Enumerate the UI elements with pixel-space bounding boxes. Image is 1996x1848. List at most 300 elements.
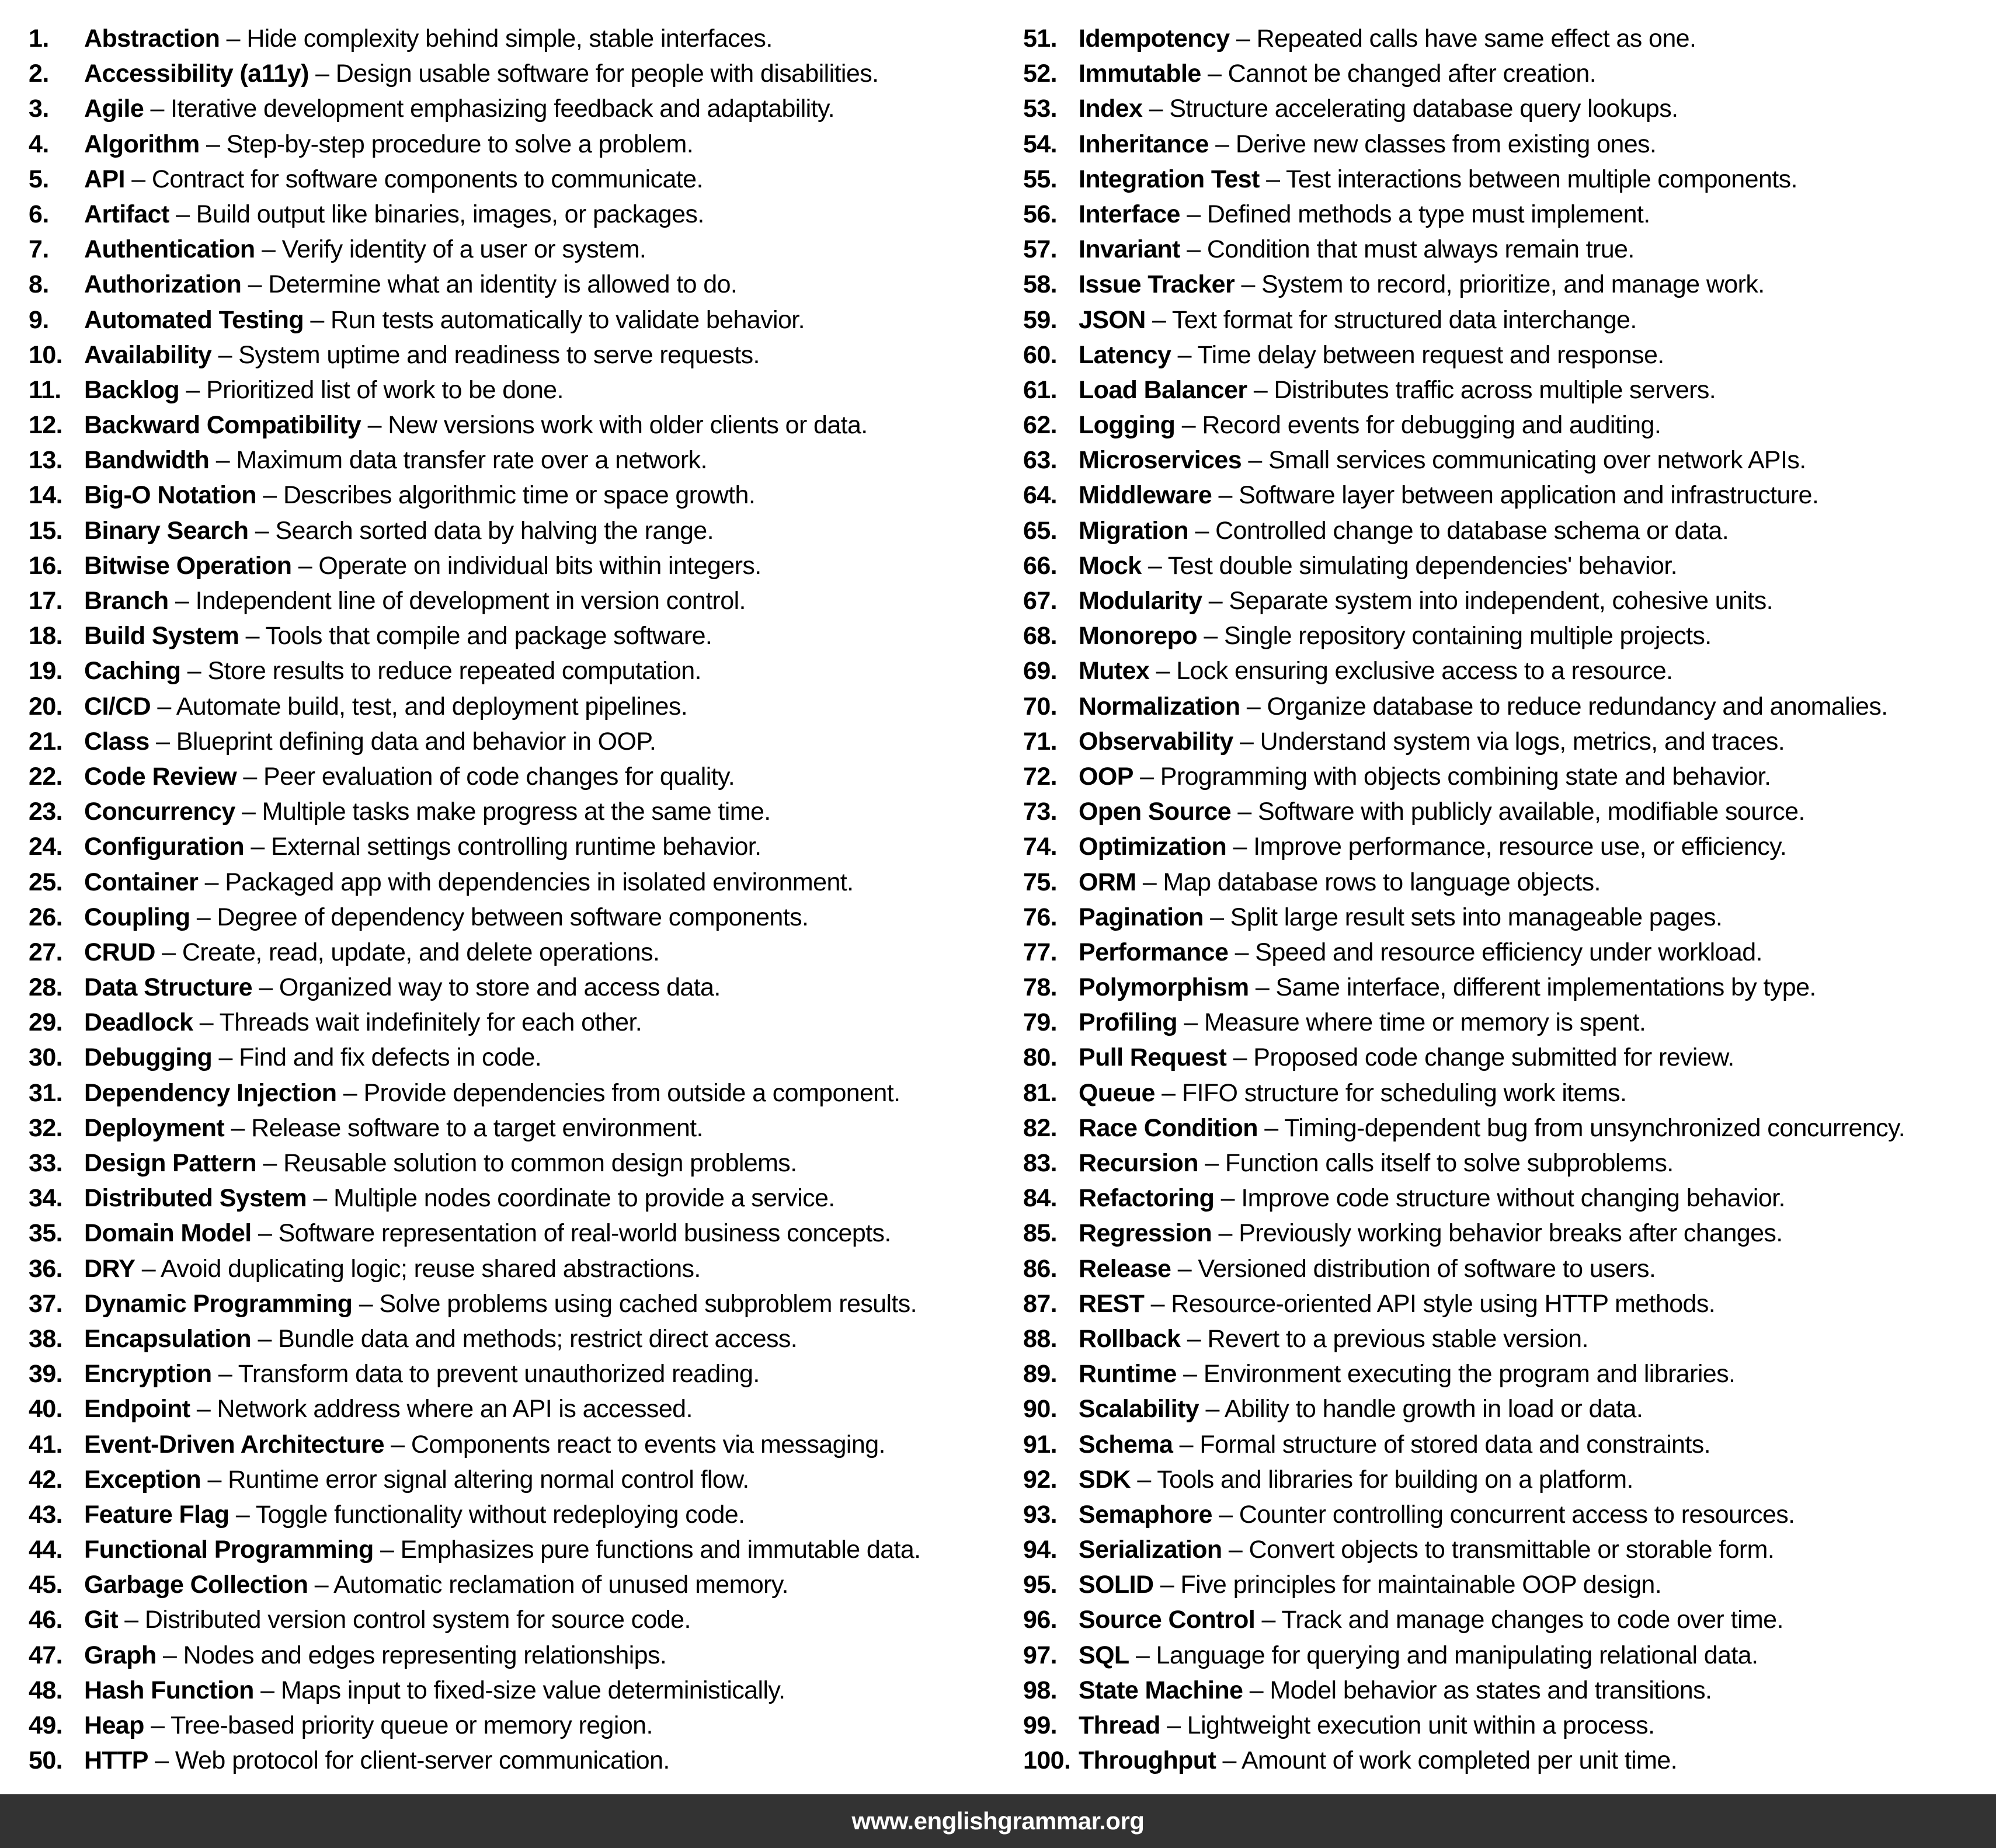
- list-item: [29, 1181, 998, 1216]
- list-item: [29, 689, 998, 724]
- list-item: [29, 1251, 998, 1286]
- list-item: [29, 724, 998, 759]
- item-number: 27.: [29, 938, 62, 966]
- item-term: OOP: [1079, 762, 1133, 791]
- item-term: Functional Programming: [84, 1536, 374, 1564]
- item-number: 24.: [29, 833, 62, 861]
- item-number: 56.: [1023, 200, 1057, 228]
- item-term: CRUD: [84, 938, 155, 966]
- item-term: Performance: [1079, 938, 1229, 966]
- list-item: [1023, 1321, 1996, 1356]
- item-term: Issue Tracker: [1079, 270, 1235, 299]
- list-item: [29, 1286, 998, 1321]
- item-term: Concurrency: [84, 798, 235, 826]
- item-definition: – Time delay between request and response.: [1171, 340, 1664, 369]
- item-term: REST: [1079, 1289, 1145, 1318]
- item-number: 59.: [1023, 305, 1057, 334]
- item-number: 71.: [1023, 727, 1057, 756]
- item-number: 96.: [1023, 1606, 1057, 1634]
- list-item: [1023, 1076, 1996, 1111]
- item-number: 40.: [29, 1395, 62, 1424]
- list-item: [1023, 724, 1996, 759]
- item-number: 3.: [29, 95, 49, 123]
- item-term: Source Control: [1079, 1606, 1256, 1634]
- item-definition: – Create, read, update, and delete operations.: [155, 938, 660, 966]
- list-item: [29, 513, 998, 548]
- item-number: 82.: [1023, 1113, 1057, 1142]
- item-number: 58.: [1023, 270, 1057, 299]
- item-term: Schema: [1079, 1430, 1173, 1459]
- item-term: Queue: [1079, 1078, 1155, 1107]
- item-number: 94.: [1023, 1536, 1057, 1564]
- list-item: [29, 970, 998, 1005]
- item-definition: – Separate system into independent, cohesive units.: [1202, 587, 1773, 615]
- list-item: [1023, 1251, 1996, 1286]
- item-term: Authentication: [84, 235, 255, 264]
- item-number: 49.: [29, 1711, 62, 1739]
- item-term: Bitwise Operation: [84, 551, 292, 580]
- item-number: 19.: [29, 657, 62, 685]
- list-item: [1023, 302, 1996, 337]
- item-definition: – Small services communicating over network APIs.: [1242, 446, 1806, 475]
- item-term: Event-Driven Architecture: [84, 1430, 384, 1459]
- item-term: Pagination: [1079, 903, 1204, 931]
- item-definition: – Ability to handle growth in load or data.: [1199, 1395, 1643, 1424]
- item-definition: – Defined methods a type must implement.: [1180, 200, 1650, 228]
- item-definition: – Versioned distribution of software to users.: [1171, 1254, 1656, 1283]
- item-term: API: [84, 165, 125, 193]
- item-definition: – Network address where an API is accessed.: [190, 1395, 693, 1424]
- item-number: 39.: [29, 1360, 62, 1388]
- item-term: Open Source: [1079, 798, 1232, 826]
- item-number: 45.: [29, 1571, 62, 1599]
- item-definition: – Run tests automatically to validate behavior.: [304, 305, 805, 334]
- item-definition: – Condition that must always remain true.: [1180, 235, 1635, 264]
- item-definition: – Revert to a previous stable version.: [1180, 1324, 1588, 1353]
- item-number: 47.: [29, 1641, 62, 1669]
- item-number: 98.: [1023, 1676, 1057, 1704]
- list-item: [29, 373, 998, 408]
- item-definition: – Distributed version control system for source code.: [117, 1606, 691, 1634]
- item-number: 68.: [1023, 622, 1057, 650]
- list-item: [29, 91, 998, 126]
- item-term: Thread: [1079, 1711, 1160, 1739]
- item-definition: – Reusable solution to common design problems.: [256, 1149, 797, 1177]
- list-item: [1023, 478, 1996, 513]
- item-term: Refactoring: [1079, 1184, 1215, 1213]
- list-item: [1023, 689, 1996, 724]
- item-definition: – Runtime error signal altering normal control flow.: [201, 1465, 749, 1494]
- list-item: [29, 1040, 998, 1075]
- item-number: 14.: [29, 481, 62, 510]
- item-definition: – External settings controlling runtime behavior.: [244, 833, 761, 861]
- list-item: [29, 900, 998, 935]
- item-definition: – Degree of dependency between software components.: [190, 903, 809, 931]
- item-definition: – Operate on individual bits within integers.: [291, 551, 761, 580]
- list-item: [1023, 548, 1996, 583]
- item-number: 29.: [29, 1008, 62, 1037]
- item-definition: – Previously working behavior breaks after changes.: [1212, 1219, 1783, 1248]
- item-number: 57.: [1023, 235, 1057, 264]
- glossary-column-right: [998, 21, 1996, 1778]
- item-term: Runtime: [1079, 1360, 1177, 1388]
- item-definition: – FIFO structure for scheduling work items.: [1155, 1078, 1627, 1107]
- item-term: Race Condition: [1079, 1113, 1258, 1142]
- list-item: [1023, 1567, 1996, 1602]
- list-item: [29, 232, 998, 267]
- item-term: Design Pattern: [84, 1149, 257, 1177]
- list-item: [1023, 653, 1996, 688]
- item-term: Domain Model: [84, 1219, 252, 1248]
- list-item: [29, 1005, 998, 1040]
- list-item: [1023, 1181, 1996, 1216]
- item-definition: – Split large result sets into manageable pages.: [1203, 903, 1723, 931]
- item-definition: – Store results to reduce repeated computation.: [180, 657, 701, 685]
- item-number: 74.: [1023, 833, 1057, 861]
- item-term: Rollback: [1079, 1324, 1181, 1353]
- item-term: Graph: [84, 1641, 157, 1669]
- item-term: Inheritance: [1079, 130, 1209, 158]
- item-number: 60.: [1023, 340, 1057, 369]
- item-number: 75.: [1023, 868, 1057, 896]
- list-item: [1023, 829, 1996, 864]
- item-definition: – Environment executing the program and libraries.: [1176, 1360, 1736, 1388]
- item-term: Bandwidth: [84, 446, 210, 475]
- list-item: [29, 337, 998, 373]
- item-number: 52.: [1023, 60, 1057, 88]
- list-item: [29, 865, 998, 900]
- item-term: Pull Request: [1079, 1043, 1227, 1072]
- item-definition: – Packaged app with dependencies in isolated environment.: [198, 868, 854, 896]
- list-item: [29, 1111, 998, 1146]
- item-definition: – Verify identity of a user or system.: [255, 235, 646, 264]
- item-term: Serialization: [1079, 1536, 1222, 1564]
- item-number: 81.: [1023, 1078, 1057, 1107]
- item-number: 30.: [29, 1043, 62, 1072]
- list-item: [29, 1076, 998, 1111]
- list-item: [1023, 21, 1996, 56]
- list-item: [29, 935, 998, 970]
- item-definition: – Organized way to store and access data.: [252, 973, 721, 1002]
- item-term: Regression: [1079, 1219, 1212, 1248]
- item-definition: – Maximum data transfer rate over a network.: [209, 446, 707, 475]
- item-number: 25.: [29, 868, 62, 896]
- list-item: [1023, 337, 1996, 373]
- item-term: Git: [84, 1606, 118, 1634]
- list-item: [29, 302, 998, 337]
- item-number: 78.: [1023, 973, 1057, 1002]
- item-number: 66.: [1023, 551, 1057, 580]
- list-item: [29, 162, 998, 197]
- item-term: Accessibility (a11y): [84, 60, 309, 88]
- list-item: [29, 1391, 998, 1426]
- item-definition: – Cannot be changed after creation.: [1201, 60, 1597, 88]
- item-definition: – Software representation of real-world business concepts.: [251, 1219, 891, 1248]
- item-term: Garbage Collection: [84, 1571, 308, 1599]
- item-term: DRY: [84, 1254, 135, 1283]
- item-definition: – Language for querying and manipulating relational data.: [1129, 1641, 1758, 1669]
- item-definition: – Proposed code change submitted for review.: [1226, 1043, 1734, 1072]
- item-definition: – Speed and resource efficiency under workload.: [1228, 938, 1762, 966]
- list-item: [1023, 900, 1996, 935]
- item-number: 79.: [1023, 1008, 1057, 1037]
- list-item: [29, 408, 998, 443]
- item-term: Modularity: [1079, 587, 1202, 615]
- item-definition: – Toggle functionality without redeploying code.: [229, 1500, 745, 1529]
- item-term: Backward Compatibility: [84, 411, 361, 440]
- item-number: 43.: [29, 1500, 62, 1529]
- list-item: [29, 548, 998, 583]
- item-term: Coupling: [84, 903, 190, 931]
- item-number: 42.: [29, 1465, 62, 1494]
- item-number: 83.: [1023, 1149, 1057, 1177]
- item-number: 4.: [29, 130, 49, 158]
- item-term: ORM: [1079, 868, 1136, 896]
- item-term: Scalability: [1079, 1395, 1199, 1424]
- item-number: 62.: [1023, 411, 1057, 440]
- list-item: [29, 1638, 998, 1673]
- item-definition: – Formal structure of stored data and constraints.: [1173, 1430, 1710, 1459]
- item-definition: – Peer evaluation of code changes for quality.: [237, 762, 735, 791]
- item-term: Middleware: [1079, 481, 1212, 510]
- item-number: 18.: [29, 622, 62, 650]
- list-item: [1023, 162, 1996, 197]
- item-term: Index: [1079, 95, 1143, 123]
- item-number: 53.: [1023, 95, 1057, 123]
- item-definition: – Determine what an identity is allowed to do.: [241, 270, 738, 299]
- list-item: [29, 759, 998, 794]
- item-definition: – Contract for software components to communicate.: [124, 165, 703, 193]
- item-definition: – Map database rows to language objects.: [1136, 868, 1601, 896]
- list-item: [1023, 1111, 1996, 1146]
- list-item: [1023, 56, 1996, 91]
- item-term: Monorepo: [1079, 622, 1197, 650]
- item-definition: – Counter controlling concurrent access to resources.: [1212, 1500, 1795, 1529]
- item-term: Migration: [1079, 516, 1189, 545]
- item-number: 91.: [1023, 1430, 1057, 1459]
- list-item: [29, 478, 998, 513]
- item-term: Automated Testing: [84, 305, 304, 334]
- item-definition: – Transform data to prevent unauthorized reading.: [211, 1360, 760, 1388]
- item-number: 7.: [29, 235, 49, 264]
- item-term: Backlog: [84, 375, 180, 404]
- item-number: 28.: [29, 973, 62, 1002]
- list-item: [1023, 1497, 1996, 1532]
- item-definition: – Programming with objects combining state and behavior.: [1133, 762, 1771, 791]
- item-term: Mutex: [1079, 657, 1150, 685]
- item-definition: – Search sorted data by halving the range.: [248, 516, 714, 545]
- item-number: 86.: [1023, 1254, 1057, 1283]
- list-item: [1023, 267, 1996, 302]
- item-number: 16.: [29, 551, 62, 580]
- list-item: [29, 127, 998, 162]
- item-definition: – Automatic reclamation of unused memory.: [308, 1571, 788, 1599]
- list-item: [1023, 1743, 1996, 1778]
- list-item: [29, 267, 998, 302]
- item-term: SOLID: [1079, 1571, 1154, 1599]
- item-number: 67.: [1023, 587, 1057, 615]
- item-number: 70.: [1023, 692, 1057, 721]
- item-number: 54.: [1023, 130, 1057, 158]
- item-number: 26.: [29, 903, 62, 931]
- item-definition: – Nodes and edges representing relationships.: [156, 1641, 667, 1669]
- item-number: 77.: [1023, 938, 1057, 966]
- list-item: [1023, 1532, 1996, 1567]
- item-definition: – Bundle data and methods; restrict direct access.: [251, 1324, 798, 1353]
- footer-bar: [0, 1794, 1996, 1848]
- item-definition: – Automate build, test, and deployment pipelines.: [151, 692, 688, 721]
- list-item: [1023, 865, 1996, 900]
- item-term: Artifact: [84, 200, 169, 228]
- item-number: 32.: [29, 1113, 62, 1142]
- list-item: [1023, 513, 1996, 548]
- item-term: Big-O Notation: [84, 481, 256, 510]
- item-term: Code Review: [84, 762, 237, 791]
- item-definition: – Maps input to fixed-size value deterministically.: [253, 1676, 785, 1704]
- item-definition: – Threads wait indefinitely for each other.: [193, 1008, 642, 1037]
- item-term: Abstraction: [84, 25, 220, 53]
- item-definition: – Timing-dependent bug from unsynchronized concurrency.: [1257, 1113, 1905, 1142]
- item-term: Distributed System: [84, 1184, 307, 1213]
- item-term: Latency: [1079, 340, 1171, 369]
- item-definition: – Test double simulating dependencies' behavior.: [1141, 551, 1678, 580]
- list-item: [1023, 232, 1996, 267]
- item-definition: – Provide dependencies from outside a component.: [336, 1078, 900, 1107]
- item-number: 95.: [1023, 1571, 1057, 1599]
- item-definition: – Iterative development emphasizing feedback and adaptability.: [144, 95, 835, 123]
- list-item: [29, 1708, 998, 1743]
- item-number: 12.: [29, 411, 62, 440]
- item-definition: – Record events for debugging and auditing.: [1175, 411, 1661, 440]
- item-number: 41.: [29, 1430, 62, 1459]
- item-number: 100.: [1023, 1746, 1071, 1775]
- list-item: [1023, 197, 1996, 232]
- list-item: [29, 653, 998, 688]
- item-definition: – Structure accelerating database query lookups.: [1142, 95, 1678, 123]
- item-definition: – Improve performance, resource use, or efficiency.: [1226, 833, 1787, 861]
- item-definition: – Software with publicly available, modifiable source.: [1231, 798, 1805, 826]
- list-item: [29, 829, 998, 864]
- item-definition: – Derive new classes from existing ones.: [1208, 130, 1657, 158]
- item-definition: – Components react to events via messaging.: [384, 1430, 885, 1459]
- item-term: Integration Test: [1079, 165, 1260, 193]
- item-term: Dynamic Programming: [84, 1289, 353, 1318]
- item-term: Encapsulation: [84, 1324, 252, 1353]
- item-term: Heap: [84, 1711, 144, 1739]
- list-item: [29, 1216, 998, 1251]
- list-item: [29, 1532, 998, 1567]
- item-term: Immutable: [1079, 60, 1201, 88]
- item-number: 72.: [1023, 762, 1057, 791]
- list-item: [29, 1602, 998, 1637]
- item-definition: – Hide complexity behind simple, stable interfaces.: [220, 25, 773, 53]
- item-number: 5.: [29, 165, 49, 193]
- item-definition: – System to record, prioritize, and manage work.: [1235, 270, 1765, 299]
- list-item: [1023, 1286, 1996, 1321]
- list-item: [29, 21, 998, 56]
- item-number: 65.: [1023, 516, 1057, 545]
- item-term: Algorithm: [84, 130, 200, 158]
- item-definition: – Web protocol for client-server communication.: [148, 1746, 670, 1775]
- list-item: [29, 583, 998, 618]
- item-term: Observability: [1079, 727, 1233, 756]
- item-term: Deadlock: [84, 1008, 193, 1037]
- list-item: [1023, 443, 1996, 478]
- item-number: 35.: [29, 1219, 62, 1248]
- item-term: Binary Search: [84, 516, 249, 545]
- item-term: Container: [84, 868, 199, 896]
- item-term: Configuration: [84, 833, 245, 861]
- item-number: 61.: [1023, 375, 1057, 404]
- footer-url: www.englishgrammar.org: [851, 1807, 1145, 1835]
- item-number: 93.: [1023, 1500, 1057, 1529]
- item-term: Invariant: [1079, 235, 1180, 264]
- item-number: 51.: [1023, 25, 1057, 53]
- item-number: 15.: [29, 516, 62, 545]
- item-number: 87.: [1023, 1289, 1057, 1318]
- list-item: [29, 56, 998, 91]
- list-item: [1023, 1391, 1996, 1426]
- item-definition: – Step-by-step procedure to solve a problem.: [199, 130, 694, 158]
- item-term: CI/CD: [84, 692, 151, 721]
- item-number: 55.: [1023, 165, 1057, 193]
- list-item: [1023, 1005, 1996, 1040]
- item-term: Encryption: [84, 1360, 212, 1388]
- item-number: 34.: [29, 1184, 62, 1213]
- item-number: 9.: [29, 305, 49, 334]
- list-item: [29, 618, 998, 653]
- item-term: Recursion: [1079, 1149, 1198, 1177]
- item-term: Idempotency: [1079, 25, 1230, 53]
- item-term: HTTP: [84, 1746, 148, 1775]
- list-item: [29, 197, 998, 232]
- item-term: Throughput: [1079, 1746, 1216, 1775]
- item-number: 8.: [29, 270, 49, 299]
- item-number: 17.: [29, 587, 62, 615]
- item-term: Agile: [84, 95, 144, 123]
- item-definition: – Tree-based priority queue or memory region.: [144, 1711, 653, 1739]
- item-number: 13.: [29, 446, 62, 475]
- item-definition: – Lock ensuring exclusive access to a resource.: [1149, 657, 1673, 685]
- item-number: 6.: [29, 200, 49, 228]
- item-definition: – Multiple nodes coordinate to provide a service.: [307, 1184, 835, 1213]
- item-term: Data Structure: [84, 973, 252, 1002]
- list-item: [29, 1146, 998, 1181]
- item-definition: – Prioritized list of work to be done.: [179, 375, 564, 404]
- list-item: [1023, 970, 1996, 1005]
- item-number: 10.: [29, 340, 62, 369]
- item-term: Endpoint: [84, 1395, 190, 1424]
- item-number: 97.: [1023, 1641, 1057, 1669]
- list-item: [1023, 794, 1996, 829]
- item-definition: – Model behavior as states and transitions.: [1243, 1676, 1712, 1704]
- item-definition: – Measure where time or memory is spent.: [1177, 1008, 1646, 1037]
- list-item: [1023, 1673, 1996, 1708]
- list-item: [1023, 1638, 1996, 1673]
- item-number: 38.: [29, 1324, 62, 1353]
- item-definition: – Function calls itself to solve subproblems.: [1198, 1149, 1674, 1177]
- item-term: Mock: [1079, 551, 1142, 580]
- item-number: 69.: [1023, 657, 1057, 685]
- list-item: [29, 794, 998, 829]
- item-term: Deployment: [84, 1113, 225, 1142]
- list-item: [29, 1321, 998, 1356]
- item-term: Polymorphism: [1079, 973, 1249, 1002]
- item-number: 36.: [29, 1254, 62, 1283]
- item-definition: – Single repository containing multiple projects.: [1197, 622, 1712, 650]
- item-number: 31.: [29, 1078, 62, 1107]
- item-term: Release: [1079, 1254, 1171, 1283]
